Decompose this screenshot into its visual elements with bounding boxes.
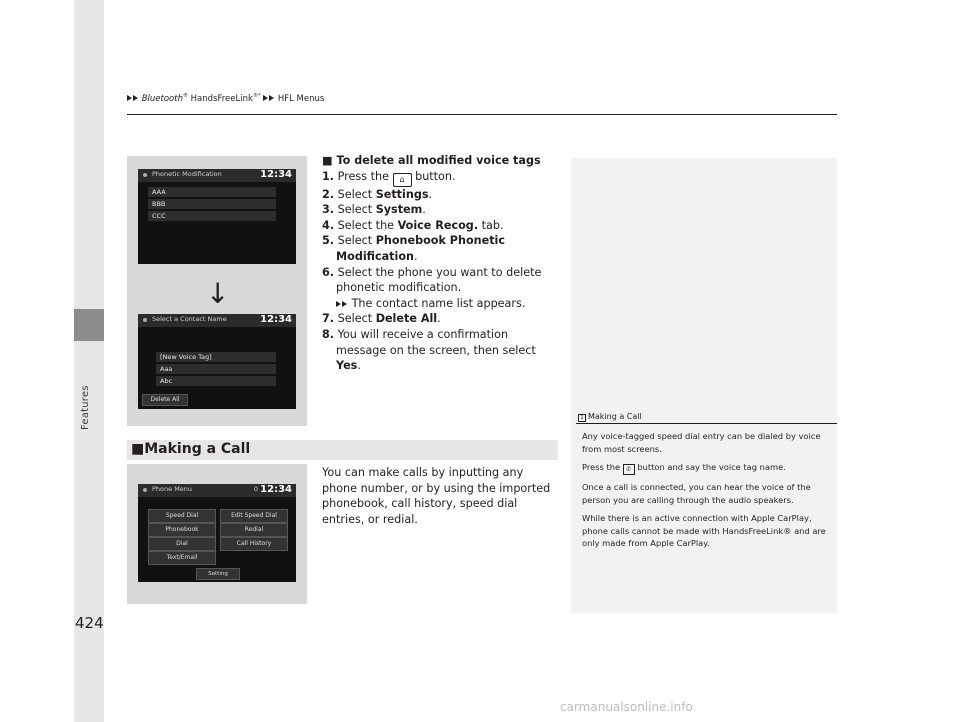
step-text: . (437, 312, 441, 326)
redial-button[interactable]: Redial (220, 523, 288, 537)
step-text: . (422, 203, 426, 217)
step-text: . (357, 359, 361, 373)
step-number: 8. (322, 327, 335, 341)
watermark: carmanualsonline.info (560, 700, 693, 714)
making-call-paragraph: You can make calls by inputting any phone number, or by using the imported phonebook, call history, speed dial entries, or redial. (322, 466, 551, 526)
step-bold: Delete All (375, 312, 438, 326)
home-icon: ⌂ (393, 173, 412, 187)
steps-block (322, 153, 558, 374)
list-item[interactable]: [New Voice Tag] (156, 352, 276, 362)
screen-clock: 12:34 (260, 484, 292, 495)
signal-status: 0 (253, 485, 258, 493)
step-text: Select the (337, 218, 398, 232)
list-item[interactable]: BBB (148, 199, 276, 209)
menu-dot-icon (143, 173, 147, 177)
step-text: Select (337, 203, 376, 217)
step-number: 5. (322, 234, 335, 248)
down-arrow-icon: ↓ (206, 277, 230, 310)
menu-dot-icon (143, 488, 147, 492)
breadcrumb-reg: ® (252, 93, 258, 99)
note-paragraph (582, 461, 827, 475)
side-tab-marker (74, 309, 104, 341)
breadcrumb-bluetooth: Bluetooth (141, 93, 183, 104)
step-text: . (413, 249, 418, 263)
steps-heading-text: To delete all modified voice tags (336, 154, 541, 167)
speed-dial-button[interactable]: Speed Dial (148, 509, 216, 523)
step-8 (322, 327, 558, 374)
step-1 (322, 169, 558, 187)
dial-button[interactable]: Dial (148, 537, 216, 551)
page-number: 424 (75, 614, 104, 632)
breadcrumb-hfl-menus: HFL Menus (277, 93, 325, 104)
step-text: Select the phone you want to delete phonetic modification. (336, 265, 542, 295)
breadcrumb-reg: ® (182, 93, 188, 99)
text-email-button[interactable]: Text/Email (148, 551, 216, 565)
edit-speed-dial-button[interactable]: Edit Speed Dial (220, 509, 288, 523)
step-6 (322, 265, 558, 296)
talk-button-icon: ✆ (623, 464, 635, 475)
step-3 (322, 202, 558, 218)
list-item[interactable]: Aaa (156, 364, 276, 374)
step-text: You will receive a confirmation message on the screen, then select (336, 327, 536, 357)
note-paragraph: Any voice-tagged speed dial entry can be dialed by voice from most screens. (582, 431, 821, 454)
note-heading (578, 412, 642, 422)
header-rule (127, 114, 837, 115)
step-number: 1. (322, 169, 335, 183)
phonetic-modification-screen (138, 169, 296, 264)
step-text: tab. (478, 218, 504, 232)
breadcrumb-arrow-icon (263, 95, 268, 101)
step-number: 2. (322, 187, 335, 201)
breadcrumb-arrow-icon (133, 95, 138, 101)
step-2 (322, 187, 558, 203)
phonebook-button[interactable]: Phonebook (148, 523, 216, 537)
step-text: Select (337, 312, 376, 326)
result-arrow-icon (336, 301, 341, 307)
breadcrumb-hfl: HandsFreeLink (187, 93, 253, 104)
side-section-label: Features (80, 385, 91, 430)
menu-dot-icon (143, 318, 147, 322)
step-bold: Voice Recog. (397, 218, 479, 232)
step-number: 6. (322, 265, 335, 279)
note-paragraph: While there is an active connection with Apple CarPlay, phone calls cannot be made with HandsFreeLink® and are only made from Apple CarPlay. (582, 513, 826, 548)
screen-clock: 12:34 (260, 314, 292, 325)
step-bold: Yes (336, 359, 358, 373)
list-item[interactable]: CCC (148, 211, 276, 221)
step-number: 4. (322, 218, 335, 232)
step-text: button. (415, 169, 456, 183)
call-history-button[interactable]: Call History (220, 537, 288, 551)
step-7 (322, 311, 558, 327)
note-heading-text: Making a Call (588, 412, 642, 421)
note-text-part: button and say the voice tag name. (637, 462, 786, 472)
note-rule (576, 423, 837, 424)
screen-title: Select a Contact Name (152, 315, 227, 323)
step-number: 7. (322, 312, 335, 326)
note-paragraph: Once a call is connected, you can hear the voice of the person you are calling through the audio speakers. (582, 482, 811, 505)
phone-menu-screen (138, 484, 296, 582)
step-6-result (322, 296, 558, 312)
step-text: . (428, 187, 433, 201)
figure-panel-1 (127, 156, 307, 426)
screen-title: Phone Menu (152, 485, 193, 493)
step-number: 3. (322, 203, 335, 217)
step-text: Select (337, 234, 376, 248)
list-item[interactable]: Abc (156, 376, 276, 386)
list-item[interactable]: AAA (148, 187, 276, 197)
step-text: Press the (337, 169, 389, 183)
steps-heading: ■ To delete all modified voice tags (322, 154, 541, 167)
result-arrow-icon (342, 301, 347, 307)
step-text: Select (337, 187, 376, 201)
note-icon: 1 (578, 414, 586, 422)
step-text: The contact name list appears. (351, 296, 526, 310)
step-5 (322, 233, 558, 264)
breadcrumb (127, 93, 324, 104)
breadcrumb-arrow-icon (269, 95, 274, 101)
section-title-text: Making a Call (144, 441, 251, 457)
figure-panel-2 (127, 464, 307, 604)
select-contact-screen (138, 314, 296, 409)
breadcrumb-star: * (257, 93, 261, 99)
step-bold: Phonebook Phonetic Modification (336, 234, 506, 263)
note-text-part: Press the (582, 462, 621, 472)
setting-button[interactable]: Setting (196, 568, 240, 580)
step-bold: System (375, 203, 423, 217)
delete-all-button[interactable]: Delete All (142, 394, 188, 406)
step-bold: Settings (375, 187, 429, 201)
screen-title: Phonetic Modification (152, 170, 222, 178)
breadcrumb-arrow-icon (127, 95, 132, 101)
note-text (582, 430, 827, 556)
section-title: ■Making a Call (131, 441, 251, 457)
screen-clock: 12:34 (260, 169, 292, 180)
step-4 (322, 218, 558, 234)
